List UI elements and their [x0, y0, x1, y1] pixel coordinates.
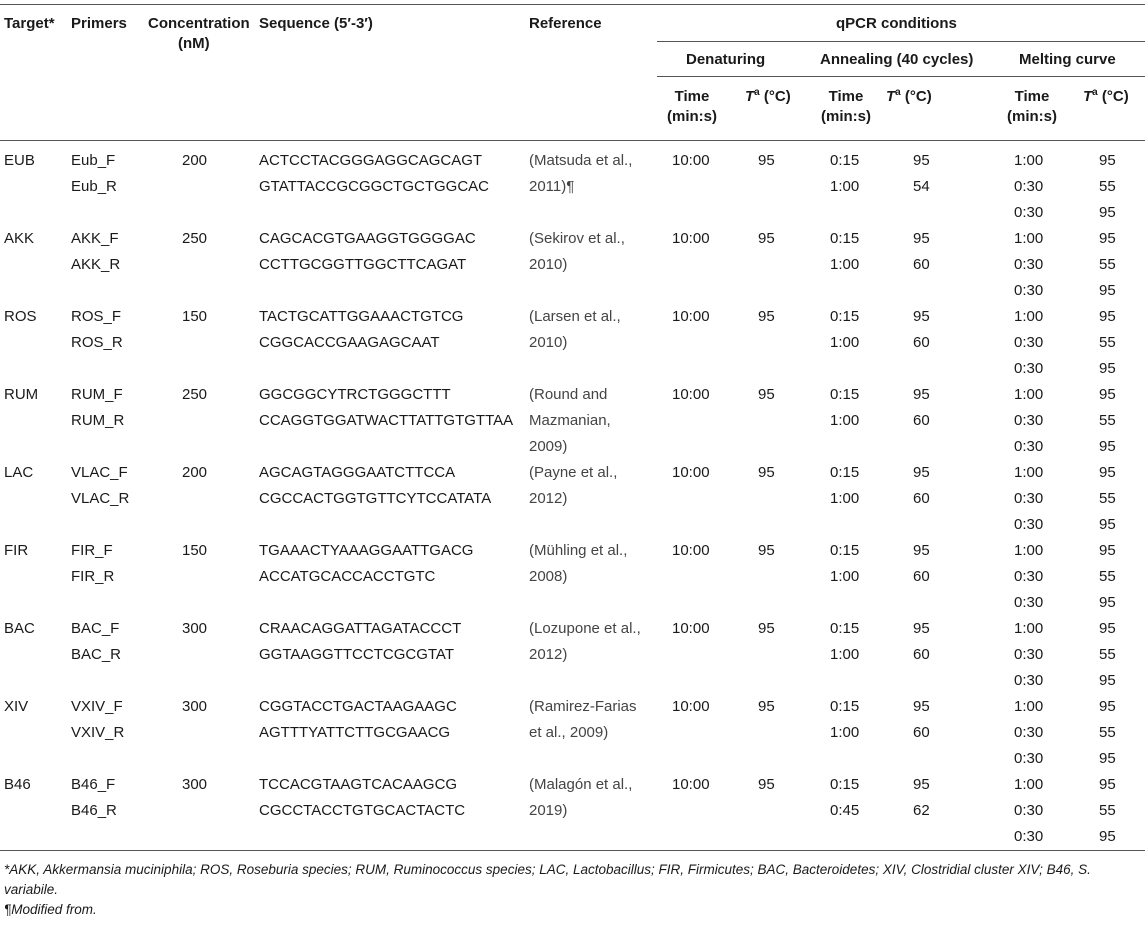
cell-mc-temp2: 55 — [1099, 412, 1116, 429]
subgroup-rule — [657, 76, 1145, 77]
cell-target: FIR — [4, 542, 29, 559]
cell-conc: 300 — [182, 620, 208, 637]
cell-ann-t1: 0:15 — [830, 308, 860, 325]
cell-den-time: 10:00 — [672, 386, 710, 403]
cell-ref2: 2019) — [529, 802, 568, 819]
cell-mc-t1: 1:00 — [1014, 698, 1044, 715]
cell-mc-t1: 1:00 — [1014, 464, 1044, 481]
cell-primer-f: AKK_F — [71, 230, 119, 247]
cell-mc-temp2: 55 — [1099, 178, 1116, 195]
header-bottom-rule — [0, 140, 1145, 141]
cell-ann-t1: 0:15 — [830, 542, 860, 559]
ann-time-header: Time (min:s) — [821, 88, 871, 125]
cell-seq-r: CGCCACTGGTGTTCYTCCATATA — [259, 490, 492, 507]
col-concentration-unit: (nM) — [178, 35, 210, 52]
cell-mc-t2: 0:30 — [1014, 646, 1044, 663]
cell-mc-t1: 1:00 — [1014, 230, 1044, 247]
top-rule — [0, 4, 1145, 5]
cell-target: BAC — [4, 620, 35, 637]
table-bottom-rule — [0, 850, 1145, 851]
cell-ref2: Mazmanian, — [529, 412, 611, 429]
cell-den-temp: 95 — [758, 542, 775, 559]
cell-ann-t1: 0:15 — [830, 152, 860, 169]
cell-ann-temp1: 95 — [913, 698, 930, 715]
cell-primer-r: Eub_R — [71, 178, 117, 195]
cell-den-time: 10:00 — [672, 698, 710, 715]
cell-primer-f: Eub_F — [71, 152, 116, 169]
cell-mc-temp3: 95 — [1099, 360, 1116, 377]
cell-target: RUM — [4, 386, 39, 403]
cell-conc: 150 — [182, 542, 208, 559]
cell-ann-temp1: 95 — [913, 386, 930, 403]
cell-mc-t3: 0:30 — [1014, 282, 1044, 299]
cell-seq-r: AGTTTYATTCTTGCGAACG — [259, 724, 451, 741]
cell-ann-t2: 0:45 — [830, 802, 860, 819]
cell-mc-t1: 1:00 — [1014, 152, 1044, 169]
footnote-abbreviations: *AKK, Akkermansia muciniphila; ROS, Roseburia species; RUM, Ruminococcus species; LAC, Lactobacillus; FIR, Firmicutes; BAC, Bacteroidetes; XIV, Clostridial cluster XIV; B46, S. variabile. — [4, 862, 1091, 897]
cell-primer-r: VXIV_R — [71, 724, 125, 741]
col-primers: Primers — [71, 15, 127, 32]
cell-den-time: 10:00 — [672, 308, 710, 325]
cell-mc-temp1: 95 — [1099, 152, 1116, 169]
cell-mc-temp1: 95 — [1099, 620, 1116, 637]
cell-mc-t2: 0:30 — [1014, 334, 1044, 351]
cell-target: B46 — [4, 776, 31, 793]
cell-seq-r: CCAGGTGGATWACTTATTGTGTTAA — [259, 412, 514, 429]
cell-mc-temp1: 95 — [1099, 308, 1116, 325]
cell-ann-temp2: 60 — [913, 490, 930, 507]
cell-ref1: (Malagón et al., — [529, 776, 633, 793]
cell-ann-temp1: 95 — [913, 542, 930, 559]
cell-primer-f: FIR_F — [71, 542, 113, 559]
cell-mc-temp1: 95 — [1099, 542, 1116, 559]
cell-conc: 300 — [182, 776, 208, 793]
cell-ann-t2: 1:00 — [830, 490, 860, 507]
cell-mc-t2: 0:30 — [1014, 802, 1044, 819]
cell-ref3: 2009) — [529, 438, 568, 455]
cell-den-temp: 95 — [758, 308, 775, 325]
cell-primer-f: VLAC_F — [71, 464, 128, 481]
cell-primer-r: AKK_R — [71, 256, 121, 273]
cell-mc-t2: 0:30 — [1014, 724, 1044, 741]
cell-mc-temp3: 95 — [1099, 594, 1116, 611]
cell-ref2: et al., 2009) — [529, 724, 609, 741]
cell-mc-t3: 0:30 — [1014, 438, 1044, 455]
cell-ann-temp1: 95 — [913, 230, 930, 247]
cell-mc-temp3: 95 — [1099, 438, 1116, 455]
cell-mc-temp3: 95 — [1099, 672, 1116, 689]
cell-seq-f: AGCAGTAGGGAATCTTCCA — [259, 464, 456, 481]
cell-ann-temp2: 60 — [913, 724, 930, 741]
cell-mc-temp1: 95 — [1099, 698, 1116, 715]
cell-target: EUB — [4, 152, 35, 169]
cell-primer-f: B46_F — [71, 776, 116, 793]
ann-temp-header: $T^a$ (°C) — [886, 87, 932, 105]
col-concentration: Concentration — [148, 15, 250, 32]
cell-conc: 300 — [182, 698, 208, 715]
den-temp-header: $T^a$ (°C) — [745, 87, 791, 105]
cell-seq-r: CGCCTACCTGTGCACTACTC — [259, 802, 466, 819]
cell-den-time: 10:00 — [672, 776, 710, 793]
cell-ref1: (Round and — [529, 386, 608, 403]
cell-ann-temp1: 95 — [913, 620, 930, 637]
cell-ref2: 2010) — [529, 256, 568, 273]
cell-ref1: (Larsen et al., — [529, 308, 621, 325]
cell-mc-t3: 0:30 — [1014, 750, 1044, 767]
cell-ref1: (Sekirov et al., — [529, 230, 625, 247]
cell-ref1: (Ramirez-Farias — [529, 698, 637, 715]
cell-mc-t3: 0:30 — [1014, 828, 1044, 845]
cell-den-time: 10:00 — [672, 542, 710, 559]
cell-den-temp: 95 — [758, 464, 775, 481]
cell-conc: 200 — [182, 152, 208, 169]
cell-primer-f: RUM_F — [71, 386, 123, 403]
cell-ann-temp2: 60 — [913, 646, 930, 663]
cell-ann-temp2: 60 — [913, 412, 930, 429]
cell-target: XIV — [4, 698, 29, 715]
qpcr-conditions: qPCR conditions — [836, 15, 957, 32]
cell-primer-r: VLAC_R — [71, 490, 130, 507]
cell-seq-f: TACTGCATTGGAAACTGTCG — [259, 308, 464, 325]
col-sequence: Sequence (5′-3′) — [259, 15, 373, 32]
cell-seq-f: CRAACAGGATTAGATACCCT — [259, 620, 462, 637]
cell-target: ROS — [4, 308, 37, 325]
footnote-modified: ¶Modified from. — [4, 902, 97, 917]
cell-ann-temp1: 95 — [913, 464, 930, 481]
den-time-header: Time (min:s) — [667, 88, 717, 125]
cell-ann-t1: 0:15 — [830, 386, 860, 403]
cell-primer-r: FIR_R — [71, 568, 115, 585]
cell-mc-temp2: 55 — [1099, 256, 1116, 273]
cell-seq-f: CAGCACGTGAAGGTGGGGAC — [259, 230, 476, 247]
cell-mc-t1: 1:00 — [1014, 776, 1044, 793]
cell-mc-t2: 0:30 — [1014, 412, 1044, 429]
cell-seq-f: TGAAACTYAAAGGAATTGACG — [259, 542, 474, 559]
cell-ann-t2: 1:00 — [830, 334, 860, 351]
cell-seq-r: CGGCACCGAAGAGCAAT — [259, 334, 440, 351]
cell-seq-f: TCCACGTAAGTCACAAGCG — [259, 776, 458, 793]
cell-ref1: (Matsuda et al., — [529, 152, 633, 169]
cell-ann-t2: 1:00 — [830, 412, 860, 429]
cell-ref1: (Payne et al., — [529, 464, 618, 481]
cell-conc: 250 — [182, 230, 208, 247]
col-reference: Reference — [529, 15, 602, 32]
cell-ann-temp2: 60 — [913, 334, 930, 351]
cell-mc-temp2: 55 — [1099, 802, 1116, 819]
cell-mc-temp2: 55 — [1099, 334, 1116, 351]
cell-den-temp: 95 — [758, 776, 775, 793]
cell-primer-r: ROS_R — [71, 334, 123, 351]
cell-mc-temp3: 95 — [1099, 828, 1116, 845]
cell-primer-r: RUM_R — [71, 412, 125, 429]
cell-den-temp: 95 — [758, 386, 775, 403]
col-target: Target* — [4, 15, 55, 32]
cell-ann-t2: 1:00 — [830, 646, 860, 663]
cell-mc-t1: 1:00 — [1014, 542, 1044, 559]
cell-primer-f: BAC_F — [71, 620, 120, 637]
cell-mc-t3: 0:30 — [1014, 594, 1044, 611]
cell-conc: 150 — [182, 308, 208, 325]
cell-ann-t1: 0:15 — [830, 620, 860, 637]
annealing-header: Annealing (40 cycles) — [820, 51, 974, 68]
cell-mc-t3: 0:30 — [1014, 360, 1044, 377]
cell-mc-temp2: 55 — [1099, 724, 1116, 741]
cell-mc-temp3: 95 — [1099, 282, 1116, 299]
cell-mc-temp1: 95 — [1099, 386, 1116, 403]
cell-primer-f: VXIV_F — [71, 698, 123, 715]
cell-mc-t1: 1:00 — [1014, 308, 1044, 325]
melting-header: Melting curve — [1019, 51, 1116, 68]
cell-den-time: 10:00 — [672, 464, 710, 481]
mc-time-header: Time (min:s) — [1007, 88, 1057, 125]
cell-ref2: 2010) — [529, 334, 568, 351]
cell-ref1: (Lozupone et al., — [529, 620, 641, 637]
cell-ann-t1: 0:15 — [830, 698, 860, 715]
cell-mc-t1: 1:00 — [1014, 620, 1044, 637]
cell-ann-temp1: 95 — [913, 152, 930, 169]
cell-ref2: 2008) — [529, 568, 568, 585]
cell-ann-temp2: 54 — [913, 178, 930, 195]
cell-ann-temp2: 60 — [913, 568, 930, 585]
cell-ann-t1: 0:15 — [830, 230, 860, 247]
cell-ann-temp1: 95 — [913, 308, 930, 325]
cell-seq-r: GTATTACCGCGGCTGCTGGCAC — [259, 178, 489, 195]
cell-ann-temp1: 95 — [913, 776, 930, 793]
cell-ref2: 2011)¶ — [529, 178, 575, 195]
cell-mc-temp1: 95 — [1099, 464, 1116, 481]
cell-ann-temp2: 62 — [913, 802, 930, 819]
cell-seq-f: GGCGGCYTRCTGGGCTTT — [259, 386, 451, 403]
cell-conc: 250 — [182, 386, 208, 403]
cell-primer-r: BAC_R — [71, 646, 122, 663]
cell-den-temp: 95 — [758, 152, 775, 169]
cell-mc-t2: 0:30 — [1014, 568, 1044, 585]
cell-mc-temp3: 95 — [1099, 204, 1116, 221]
cell-seq-r: GGTAAGGTTCCTCGCGTAT — [259, 646, 454, 663]
cell-seq-r: CCTTGCGGTTGGCTTCAGAT — [259, 256, 467, 273]
cell-ann-t1: 0:15 — [830, 776, 860, 793]
cell-ann-t2: 1:00 — [830, 178, 860, 195]
cell-ref2: 2012) — [529, 646, 568, 663]
qpcr-rule — [657, 41, 1145, 42]
cell-primer-f: ROS_F — [71, 308, 122, 325]
cell-ann-t1: 0:15 — [830, 464, 860, 481]
cell-ref1: (Mühling et al., — [529, 542, 628, 559]
cell-seq-f: CGGTACCTGACTAAGAAGC — [259, 698, 457, 715]
cell-mc-t3: 0:30 — [1014, 204, 1044, 221]
cell-mc-t2: 0:30 — [1014, 490, 1044, 507]
cell-den-temp: 95 — [758, 620, 775, 637]
cell-ann-t2: 1:00 — [830, 724, 860, 741]
cell-mc-temp2: 55 — [1099, 568, 1116, 585]
cell-mc-temp3: 95 — [1099, 750, 1116, 767]
cell-conc: 200 — [182, 464, 208, 481]
cell-ann-t2: 1:00 — [830, 568, 860, 585]
cell-mc-t2: 0:30 — [1014, 178, 1044, 195]
denaturing-header: Denaturing — [686, 51, 766, 68]
cell-mc-t1: 1:00 — [1014, 386, 1044, 403]
cell-ann-temp2: 60 — [913, 256, 930, 273]
cell-mc-temp1: 95 — [1099, 776, 1116, 793]
cell-mc-t3: 0:30 — [1014, 672, 1044, 689]
cell-mc-t2: 0:30 — [1014, 256, 1044, 273]
cell-mc-temp2: 55 — [1099, 646, 1116, 663]
cell-seq-f: ACTCCTACGGGAGGCAGCAGT — [259, 152, 483, 169]
cell-den-temp: 95 — [758, 698, 775, 715]
cell-den-time: 10:00 — [672, 152, 710, 169]
cell-mc-t3: 0:30 — [1014, 516, 1044, 533]
cell-den-temp: 95 — [758, 230, 775, 247]
cell-mc-temp1: 95 — [1099, 230, 1116, 247]
cell-den-time: 10:00 — [672, 620, 710, 637]
mc-temp-header: $T^a$ (°C) — [1083, 87, 1129, 105]
cell-seq-r: ACCATGCACCACCTGTC — [259, 568, 436, 585]
cell-target: LAC — [4, 464, 34, 481]
cell-den-time: 10:00 — [672, 230, 710, 247]
cell-ref2: 2012) — [529, 490, 568, 507]
cell-mc-temp3: 95 — [1099, 516, 1116, 533]
cell-ann-t2: 1:00 — [830, 256, 860, 273]
cell-primer-r: B46_R — [71, 802, 117, 819]
cell-mc-temp2: 55 — [1099, 490, 1116, 507]
cell-target: AKK — [4, 230, 35, 247]
